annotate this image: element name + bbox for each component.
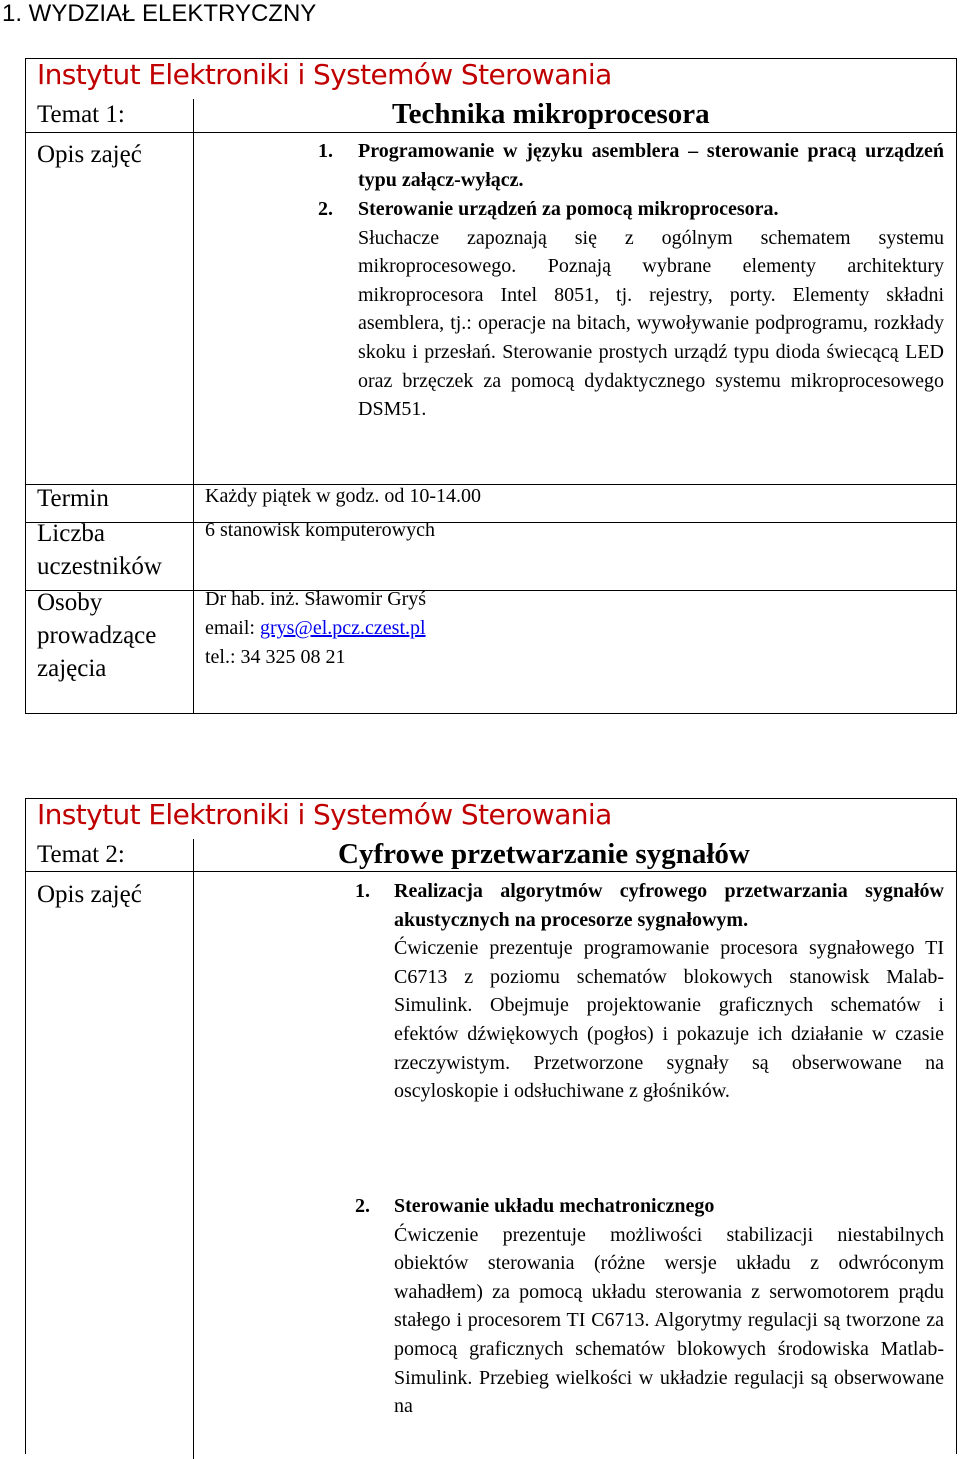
topic-title-1: Technika mikroprocesora [392,98,710,130]
institute-name-1: Instytut Elektroniki i Systemów Sterowania [37,58,612,91]
leaders-label: Osoby prowadzące zajęcia [37,589,157,682]
term-value: Każdy piątek w godz. od 10-14.00 [205,485,482,507]
item-1-1 [318,137,944,194]
item-body: Słuchacze zapoznają się z ogólnym schematem systemu mikroprocesowego. Poznają wybrane elementy architektury mikroprocesora Intel 8051, tj. rejestry, porty. Elementy składni asemblera, tj.: operacje na bitach, wywoływanie podprogramu, rozkłady skoku i przesłań. Sterowanie prostych urządź typu dioda świecącą LED oraz brzęczek za pomocą dydaktycznego systemu mikroprocesowego DSM51. [358,226,944,421]
description-label-2: Opis zajęć [37,881,142,908]
leader-phone: tel.: 34 325 08 21 [205,646,346,668]
leader-email: email: grys@el.pcz.czest.pl [205,617,426,639]
item-number: 1. [318,140,333,162]
description-label-1: Opis zajęć [37,141,142,168]
topic-label-1: Temat 1: [37,101,125,128]
item-number: 1. [355,880,370,902]
item-2-1 [355,877,944,1106]
item-number: 2. [318,198,333,220]
email-link[interactable]: grys@el.pcz.czest.pl [259,617,426,639]
topic-title-2: Cyfrowe przetwarzanie sygnałów [338,838,750,870]
item-2-2 [355,1192,944,1421]
item-body: Ćwiczenie prezentuje możliwości stabilizacji niestabilnych obiektów sterowania (różne wersje układu z odwróconym wahadłem) za pomocą układu sterowania z serwomotorem prądu stałego i procesorem TI C6713. Algorytmy regulacji są tworzone za pomocą graficznych schematów blokowych środowiska Matlab-Simulink. Przebieg wielkości w układzie regulacji są obserwowane na [394,1223,944,1418]
item-heading: Sterowanie układu mechatronicznego [394,1195,715,1217]
institute-name-2: Instytut Elektroniki i Systemów Sterowania [37,798,612,831]
item-heading: Realizacja algorytmów cyfrowego przetwarzania sygnałów akustycznych na procesorze sygnałowym. [394,880,944,931]
page-heading: 1. WYDZIAŁ ELEKTRYCZNY [2,0,317,27]
leaders-info [205,585,426,672]
term-label: Termin [37,485,109,512]
topic-label-2: Temat 2: [37,841,125,868]
participants-value: 6 stanowisk komputerowych [205,519,435,541]
item-1-2 [318,195,944,424]
participants-label: Liczba uczestników [37,520,162,580]
item-body: Ćwiczenie prezentuje programowanie procesora sygnałowego TI C6713 z poziomu schematów blokowych stanowisk Malab-Simulink. Obejmuje projektowanie graficznych schematów i efektów dźwiękowych (pogłos) i pokazuje ich działanie w czasie rzeczywistym. Przetworzone sygnały są obserwowane na oscyloskopie i odsłuchiwane z głośników. [394,937,944,1103]
leader-name: Dr hab. inż. Sławomir Gryś [205,588,427,610]
item-number: 2. [355,1195,370,1217]
item-heading: Sterowanie urządzeń za pomocą mikroprocesora. [358,198,779,220]
item-heading: Programowanie w języku asemblera – sterowanie pracą urządzeń typu załącz-wyłącz. [358,140,944,191]
